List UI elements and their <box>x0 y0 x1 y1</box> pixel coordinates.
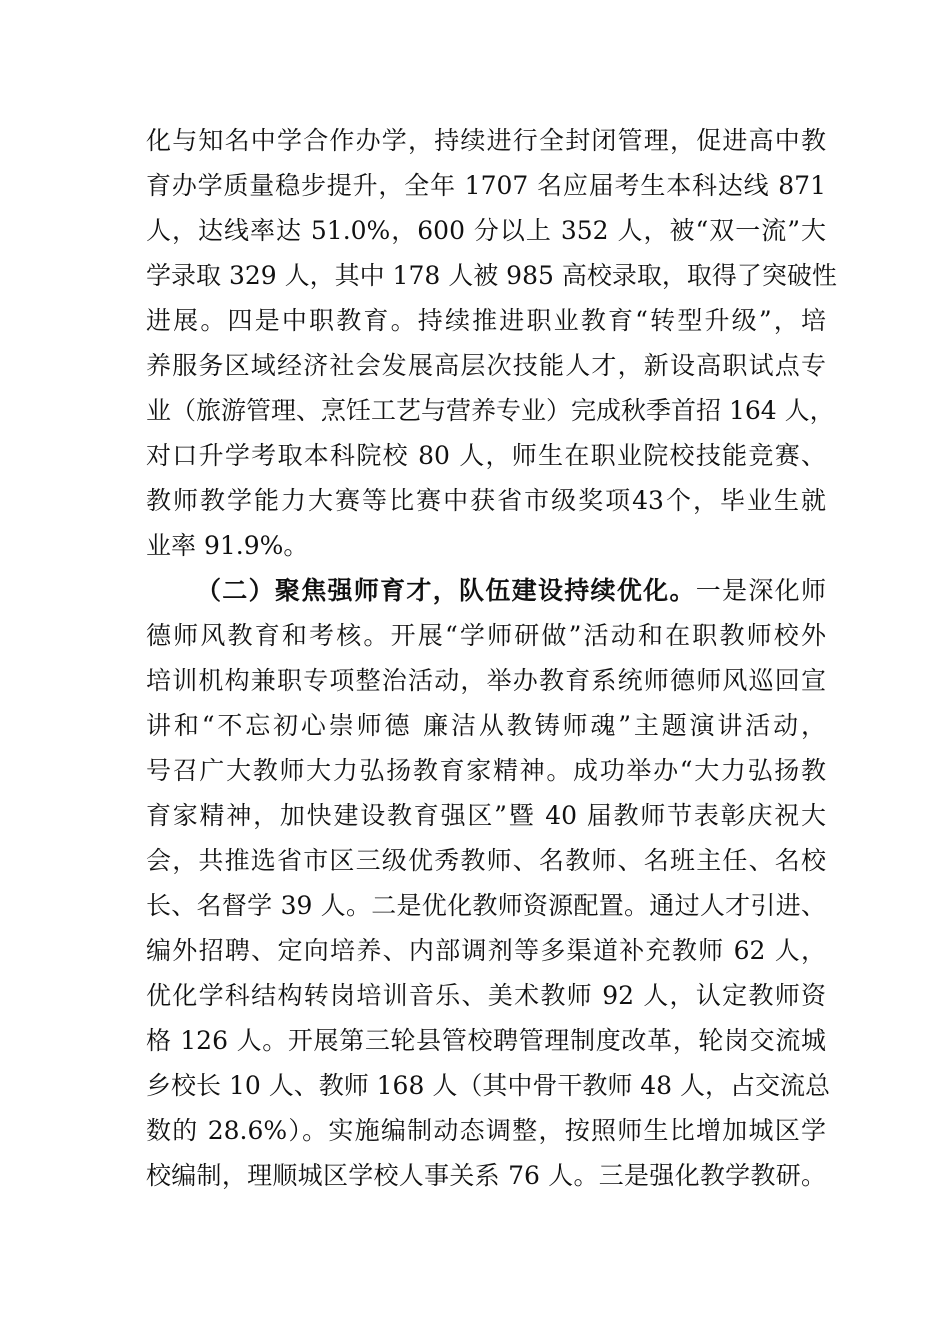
text-line: 学录取 329 人，其中 178 人被 985 高校录取，取得了突破性 <box>146 261 837 290</box>
text-line: 编外招聘、定向培养、内部调剂等多渠道补充教师 62 人， <box>146 936 826 965</box>
text-line: 乡校长 10 人、教师 168 人（其中骨干教师 48 人，占交流总 <box>146 1071 831 1100</box>
text-line: 对口升学考取本科院校 80 人，师生在职业院校技能竞赛、 <box>146 441 826 470</box>
text-line: 育家精神，加快建设教育强区”暨 40 届教师节表彰庆祝大 <box>146 801 826 830</box>
section-heading-line <box>146 568 826 613</box>
text-line: 号召广大教师大力弘扬教育家精神。成功举办“大力弘扬教 <box>146 756 826 785</box>
text-line: 养服务区域经济社会发展高层次技能人才，新设高职试点专 <box>146 351 826 380</box>
text-line: 格 126 人。开展第三轮县管校聘管理制度改革，轮岗交流城 <box>146 1026 826 1055</box>
text-line: 德师风教育和考核。开展“学师研做”活动和在职教师校外 <box>146 621 826 650</box>
text-line: 育办学质量稳步提升，全年 1707 名应届考生本科达线 871 <box>146 171 826 200</box>
text-line: 讲和“不忘初心崇师德 廉洁从教铸师魂”主题演讲活动， <box>146 711 826 740</box>
text-line: 化与知名中学合作办学，持续进行全封闭管理，促进高中教 <box>146 126 826 155</box>
text-line: 长、名督学 39 人。二是优化教师资源配置。通过人才引进、 <box>146 891 826 920</box>
section-heading-rest: 一是深化师 <box>695 576 826 605</box>
text-line: 进展。四是中职教育。持续推进职业教育“转型升级”，培 <box>146 306 826 335</box>
text-line: 会，共推选省市区三级优秀教师、名教师、名班主任、名校 <box>146 846 826 875</box>
text-line: 培训机构兼职专项整治活动，举办教育系统师德师风巡回宣 <box>146 666 826 695</box>
section-heading: （二）聚焦强师育才，队伍建设持续优化。 <box>196 576 696 605</box>
text-line: 数的 28.6%）。实施编制动态调整，按照师生比增加城区学 <box>146 1116 826 1145</box>
text-line: 业率 91.9%。 <box>146 531 309 560</box>
text-line: 校编制，理顺城区学校人事关系 76 人。三是强化教学教研。 <box>146 1161 826 1190</box>
text-line: 业（旅游管理、烹饪工艺与营养专业）完成秋季首招 164 人， <box>146 396 835 425</box>
document-body <box>146 118 837 1198</box>
text-line: 优化学科结构转岗培训音乐、美术教师 92 人，认定教师资 <box>146 981 826 1010</box>
text-line: 教师教学能力大赛等比赛中获省市级奖项43个，毕业生就 <box>146 486 826 515</box>
text-line: 人，达线率达 51.0%，600 分以上 352 人，被“双一流”大 <box>146 216 826 245</box>
